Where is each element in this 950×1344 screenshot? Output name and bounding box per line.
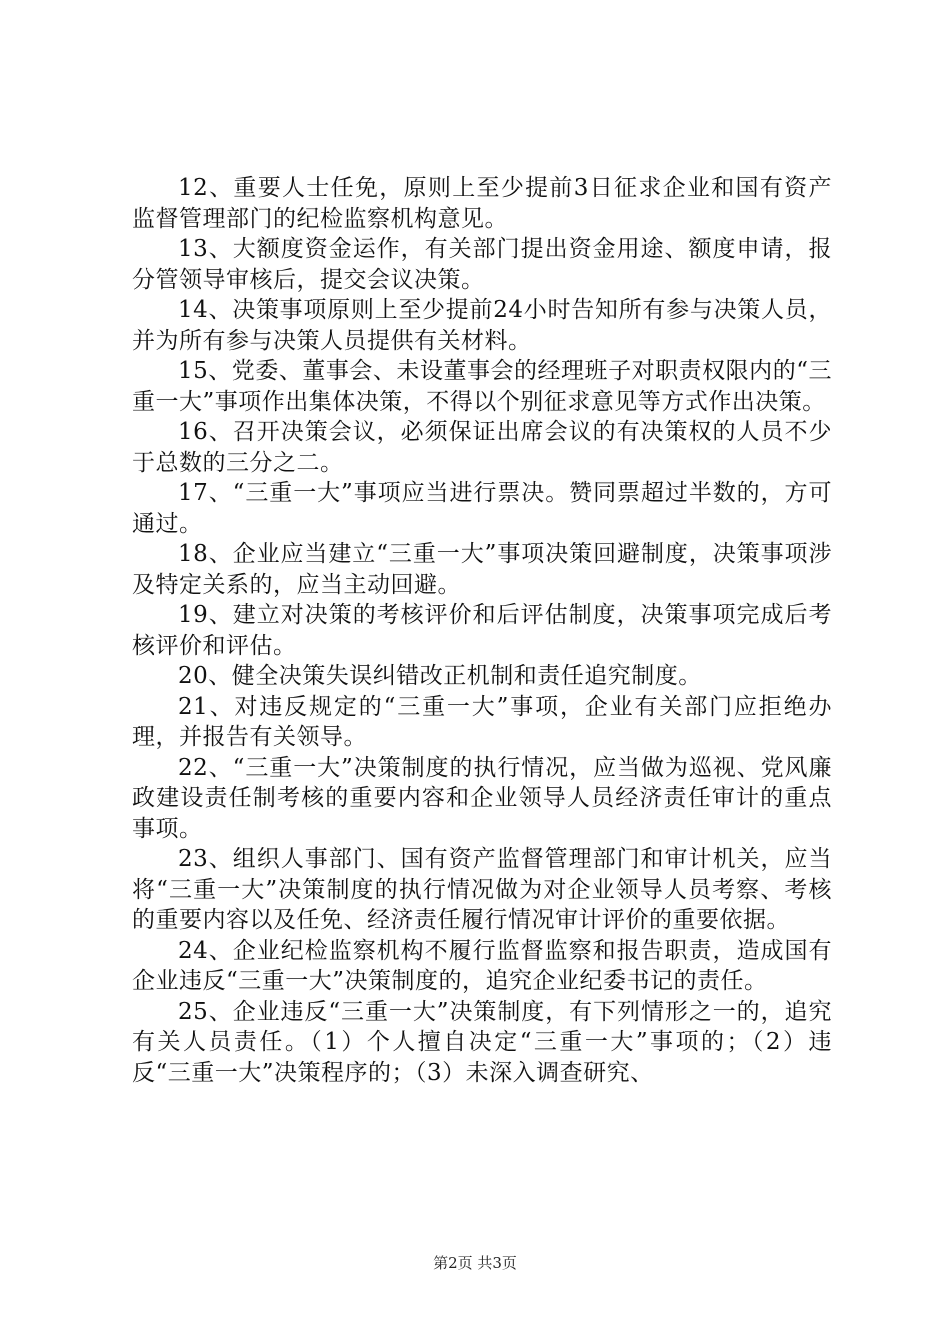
paragraph-13: 13、大额度资金运作，有关部门提出资金用途、额度申请，报分管领导审核后，提交会议决策。 bbox=[132, 236, 832, 293]
paragraph-23: 23、组织人事部门、国有资产监督管理部门和审计机关，应当将“三重一大”决策制度的执行情况做为对企业领导人员考察、考核的重要内容以及任免、经济责任履行情况审计评价的重要依据。 bbox=[132, 846, 832, 933]
paragraph-14: 14、决策事项原则上至少提前24小时告知所有参与决策人员，并为所有参与决策人员提供有关材料。 bbox=[132, 297, 832, 354]
paragraph-22: 22、“三重一大”决策制度的执行情况，应当做为巡视、党风廉政建设责任制考核的重要内容和企业领导人员经济责任审计的重点事项。 bbox=[132, 754, 832, 842]
page-footer: 第2页 共3页 bbox=[433, 1254, 517, 1272]
paragraph-12: 12、重要人士任免，原则上至少提前3日征求企业和国有资产监督管理部门的纪检监察机构意见。 bbox=[132, 175, 832, 232]
paragraph-15: 15、党委、董事会、未设董事会的经理班子对职责权限内的“三重一大”事项作出集体决策，不得以个别征求意见等方式作出决策。 bbox=[132, 358, 832, 415]
paragraph-24: 24、企业纪检监察机构不履行监督监察和报告职责，造成国有企业违反“三重一大”决策制度的，追究企业纪委书记的责任。 bbox=[132, 937, 832, 994]
paragraph-16: 16、召开决策会议，必须保证出席会议的有决策权的人员不少于总数的三分之二。 bbox=[132, 419, 832, 476]
paragraph-19: 19、建立对决策的考核评价和后评估制度，决策事项完成后考核评价和评估。 bbox=[132, 602, 832, 659]
paragraph-18: 18、企业应当建立“三重一大”事项决策回避制度，决策事项涉及特定关系的，应当主动回避。 bbox=[132, 541, 832, 598]
paragraph-21: 21、对违反规定的“三重一大”事项，企业有关部门应拒绝办理，并报告有关领导。 bbox=[132, 693, 832, 750]
paragraph-17: 17、“三重一大”事项应当进行票决。赞同票超过半数的，方可通过。 bbox=[132, 480, 832, 537]
paragraph-20: 20、健全决策失误纠错改正机制和责任追究制度。 bbox=[178, 663, 702, 689]
document-body bbox=[132, 173, 832, 1088]
paragraph-25: 25、企业违反“三重一大”决策制度，有下列情形之一的，追究有关人员责任。（1）个人擅自决定“三重一大”事项的；（2）违反“三重一大”决策程序的；（3）未深入调查研究、 bbox=[132, 998, 832, 1086]
